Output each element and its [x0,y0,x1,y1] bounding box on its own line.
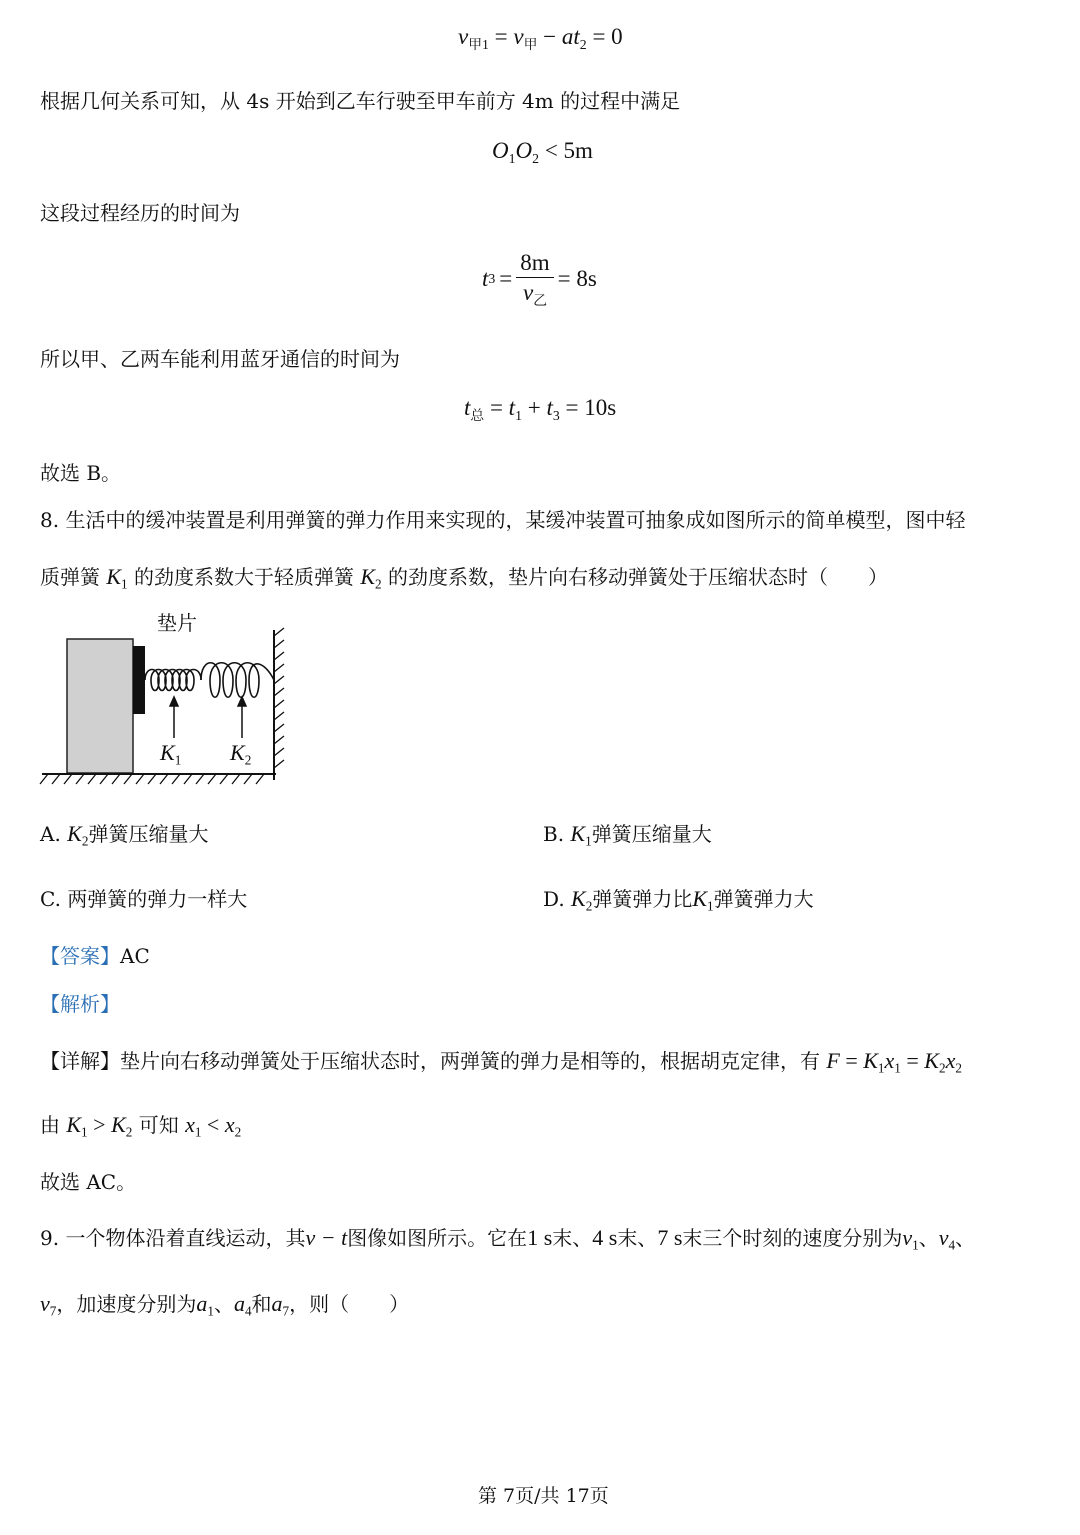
answer-line [40,940,150,969]
spring-k2 [201,663,274,698]
arrow-k1 [170,697,178,738]
since-line: 由 $K_1 > K_2$ 可知 $x_1 < x_2$ [40,1112,242,1140]
option-b[interactable]: B. $K_1$弹簧压缩量大 [543,821,712,849]
detail-line: 【详解】垫片向右移动弹簧处于压缩状态时，两弹簧的弹力是相等的，根据胡克定律，有 $F = K_1x_1 = K_2x_2$ [40,1048,962,1076]
question-9-line1: 9. 一个物体沿着直线运动，其v − t图像如图所示。它在1 s末、4 s末、7 s末三个时刻的速度分别为$v_1$、$v_4$、 [40,1225,976,1253]
equation-t3: t 3 = $\frac{8m}{v_乙}$ = 8s [482,250,597,309]
conclusion-b: 故选 B。 [40,461,122,485]
question-9-line2: $v_7$，加速度分别为$a_1$、$a_4$和$a_7$，则（ ） [40,1291,410,1319]
option-a[interactable]: A. $K_2$弹簧压缩量大 [40,821,209,849]
answer-label: 【答案】 [40,944,120,968]
question-8-line1: 8. 生活中的缓冲装置是利用弹簧的弹力作用来实现的，某缓冲装置可抽象成如图所示的简单模型，图中轻 [40,508,966,532]
equation-t-total: $t_总 = t_1 + t_3 = 10s$ [464,395,617,423]
page-number: 第 7页/共 17页 [478,1485,609,1507]
wall-hatch [274,628,284,768]
block [67,639,133,773]
ground-hatch [40,774,264,784]
pad [133,646,145,714]
option-d[interactable]: D. $K_2$弹簧弹力比$K_1$弹簧弹力大 [543,886,814,914]
paragraph-duration: 这段过程经历的时间为 [40,201,240,225]
paragraph-bluetooth: 所以甲、乙两车能利用蓝牙通信的时间为 [40,347,400,371]
equation-o1o2: $O_1O_2 < 5m$ [492,138,593,166]
paragraph-geometry: 根据几何关系可知，从 4s 开始到乙车行驶至甲车前方 4m 的过程中满足 [40,89,681,113]
question-8-line2: 质弹簧 $K_1$ 的劲度系数大于轻质弹簧 $K_2$ 的劲度系数，垫片向右移动弹簧处于压缩状态时（ ） [40,564,888,592]
pad-label: 垫片 [157,611,197,635]
analysis-label: 【解析】 [40,992,120,1016]
spring-k1 [145,670,201,691]
option-c[interactable]: C. 两弹簧的弹力一样大 [40,887,248,911]
equation-v-jia1: $v_{甲1} = v_甲 - at_2 = 0$ [458,24,623,52]
arrow-k2 [238,697,246,738]
k2-label: $K_2$ [230,740,252,768]
fraction: $\frac{8m}{v_乙}$ [516,250,553,308]
answer-value: AC [120,944,150,968]
conclusion-ac: 故选 AC。 [40,1170,137,1194]
k1-label: $K_1$ [160,740,182,768]
